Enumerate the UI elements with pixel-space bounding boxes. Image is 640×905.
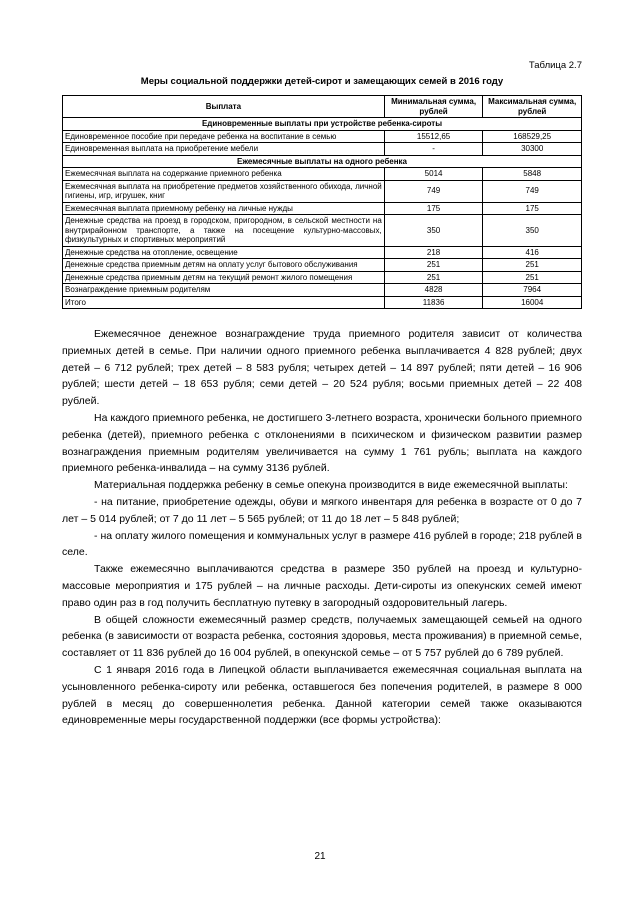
- cell-min-sum: 11836: [384, 296, 483, 309]
- cell-min-sum: 15512,65: [384, 130, 483, 143]
- table-row: [63, 202, 582, 215]
- body-paragraph: В общей сложности ежемесячный размер средств, получаемых замещающей семьей на одного ребенка (в зависимости от возраста ребенка, состояния здоровья, места проживания) в приемной семье, составляет от 11 836 рублей до 16 004 рублей, в опекунской семье – от 5 757 рублей до 6 789 рублей.: [62, 613, 582, 660]
- table-row: [63, 180, 582, 202]
- page-number: 21: [314, 851, 326, 862]
- cell-max-sum: 350: [483, 215, 582, 247]
- group-title: Единовременные выплаты при устройстве ребенка-сироты: [63, 118, 582, 131]
- cell-max-sum: 416: [483, 246, 582, 259]
- cell-payment: Ежемесячная выплата приемному ребенку на личные нужды: [63, 202, 385, 215]
- table-title: Меры социальной поддержки детей-сирот и замещающих семей в 2016 году: [140, 76, 504, 87]
- cell-min-sum: -: [384, 143, 483, 156]
- cell-max-sum: 5848: [483, 168, 582, 181]
- cell-payment: Итого: [63, 296, 385, 309]
- cell-payment: Денежные средства на отопление, освещение: [63, 246, 385, 259]
- cell-payment: Денежные средства приемным детям на текущий ремонт жилого помещения: [63, 271, 385, 284]
- body-paragraph: С 1 января 2016 года в Липецкой области выплачивается ежемесячная социальная выплата на усыновленного ребенка-сироту или ребенка, оставшегося без попечения родителей, в размере 8 000 рублей в месяц до совершеннолетия ребенка. Данной категории семей также оказываются единовременные меры государственной поддержки (все формы устройства):: [62, 663, 582, 727]
- column-header-max: Максимальная сумма, рублей: [483, 96, 582, 118]
- table-row: [63, 259, 582, 272]
- cell-payment: Единовременное пособие при передаче ребенка на воспитание в семью: [63, 130, 385, 143]
- cell-payment: Вознаграждение приемным родителям: [63, 284, 385, 297]
- body-paragraph: Ежемесячное денежное вознаграждение труда приемного родителя зависит от количества приемных детей в семье. При наличии одного приемного ребенка выплачивается 4 828 рублей; двух детей – 6 712 рублей; трех детей – 8 583 рубля; четырех детей – 14 897 рублей; пяти детей – 16 906 рублей; шести детей – 18 653 рубля; семи детей – 20 524 рубля; восьми приемных детей – 22 408 рублей.: [62, 328, 582, 408]
- cell-max-sum: 251: [483, 259, 582, 272]
- body-paragraph: - на питание, приобретение одежды, обуви и мягкого инвентаря для ребенка в возрасте от 0 до 7 лет – 5 014 рублей; от 7 до 11 лет – 5 565 рублей; от 11 до 18 лет – 5 848 рублей;: [62, 495, 582, 525]
- table-row: [63, 168, 582, 181]
- cell-min-sum: 175: [384, 202, 483, 215]
- cell-max-sum: 175: [483, 202, 582, 215]
- table-row: [63, 284, 582, 297]
- table-row: [63, 215, 582, 247]
- table-group-row: [63, 155, 582, 168]
- cell-min-sum: 350: [384, 215, 483, 247]
- table-row: [63, 246, 582, 259]
- table-row: [63, 271, 582, 284]
- document-page: [62, 60, 582, 729]
- column-header-payment: Выплата: [63, 96, 385, 118]
- cell-payment: Денежные средства на проезд в городском, пригородном, в сельской местности на внутрирайонном транспорте, а также на посещение культурно-массовых, физкультурных и спортивных мероприятий: [63, 215, 385, 247]
- body-text: [62, 326, 582, 729]
- body-paragraph: Материальная поддержка ребенку в семье опекуна производится в виде ежемесячной выплаты:: [94, 479, 568, 492]
- cell-max-sum: 7964: [483, 284, 582, 297]
- cell-min-sum: 251: [384, 271, 483, 284]
- body-paragraph: На каждого приемного ребенка, не достигшего 3-летнего возраста, хронически больного приемного ребенка (детей), приемного ребенка с отклонениями в психическом и физическом развитии размер вознаграждения приемным родителям увеличивается на сумму 1 761 рубль; выплата на каждого приемного ребенка-инвалида – на сумму 3136 рублей.: [62, 411, 582, 475]
- table-body: [63, 118, 582, 309]
- cell-payment: Денежные средства приемным детям на оплату услуг бытового обслуживания: [63, 259, 385, 272]
- cell-min-sum: 218: [384, 246, 483, 259]
- body-paragraph: Также ежемесячно выплачиваются средства в размере 350 рублей на проезд и культурно-массовые мероприятия и 175 рублей – на личные расходы. Дети-сироты из опекунских семей имеют право один раз в год получить бесплатную путевку в загородный оздоровительный лагерь.: [62, 563, 582, 609]
- cell-max-sum: 30300: [483, 143, 582, 156]
- table-header-row: [63, 96, 582, 118]
- support-measures-table: [62, 95, 582, 309]
- table-label: Таблица 2.7: [528, 60, 582, 71]
- cell-min-sum: 251: [384, 259, 483, 272]
- cell-max-sum: 251: [483, 271, 582, 284]
- cell-max-sum: 749: [483, 180, 582, 202]
- cell-payment: Ежемесячная выплата на приобретение предметов хозяйственного обихода, личной гигиены, игр, игрушек, книг: [63, 180, 385, 202]
- cell-min-sum: 5014: [384, 168, 483, 181]
- group-title: Ежемесячные выплаты на одного ребенка: [63, 155, 582, 168]
- table-group-row: [63, 118, 582, 131]
- cell-payment: Ежемесячная выплата на содержание приемного ребенка: [63, 168, 385, 181]
- table-row: [63, 143, 582, 156]
- column-header-min: Минимальная сумма, рублей: [384, 96, 483, 118]
- cell-max-sum: 16004: [483, 296, 582, 309]
- cell-min-sum: 749: [384, 180, 483, 202]
- cell-payment: Единовременная выплата на приобретение мебели: [63, 143, 385, 156]
- table-row: [63, 130, 582, 143]
- body-paragraph: - на оплату жилого помещения и коммунальных услуг в размере 416 рублей в городе; 218 рублей в селе.: [62, 529, 582, 559]
- table-row: [63, 296, 582, 309]
- cell-max-sum: 168529,25: [483, 130, 582, 143]
- cell-min-sum: 4828: [384, 284, 483, 297]
